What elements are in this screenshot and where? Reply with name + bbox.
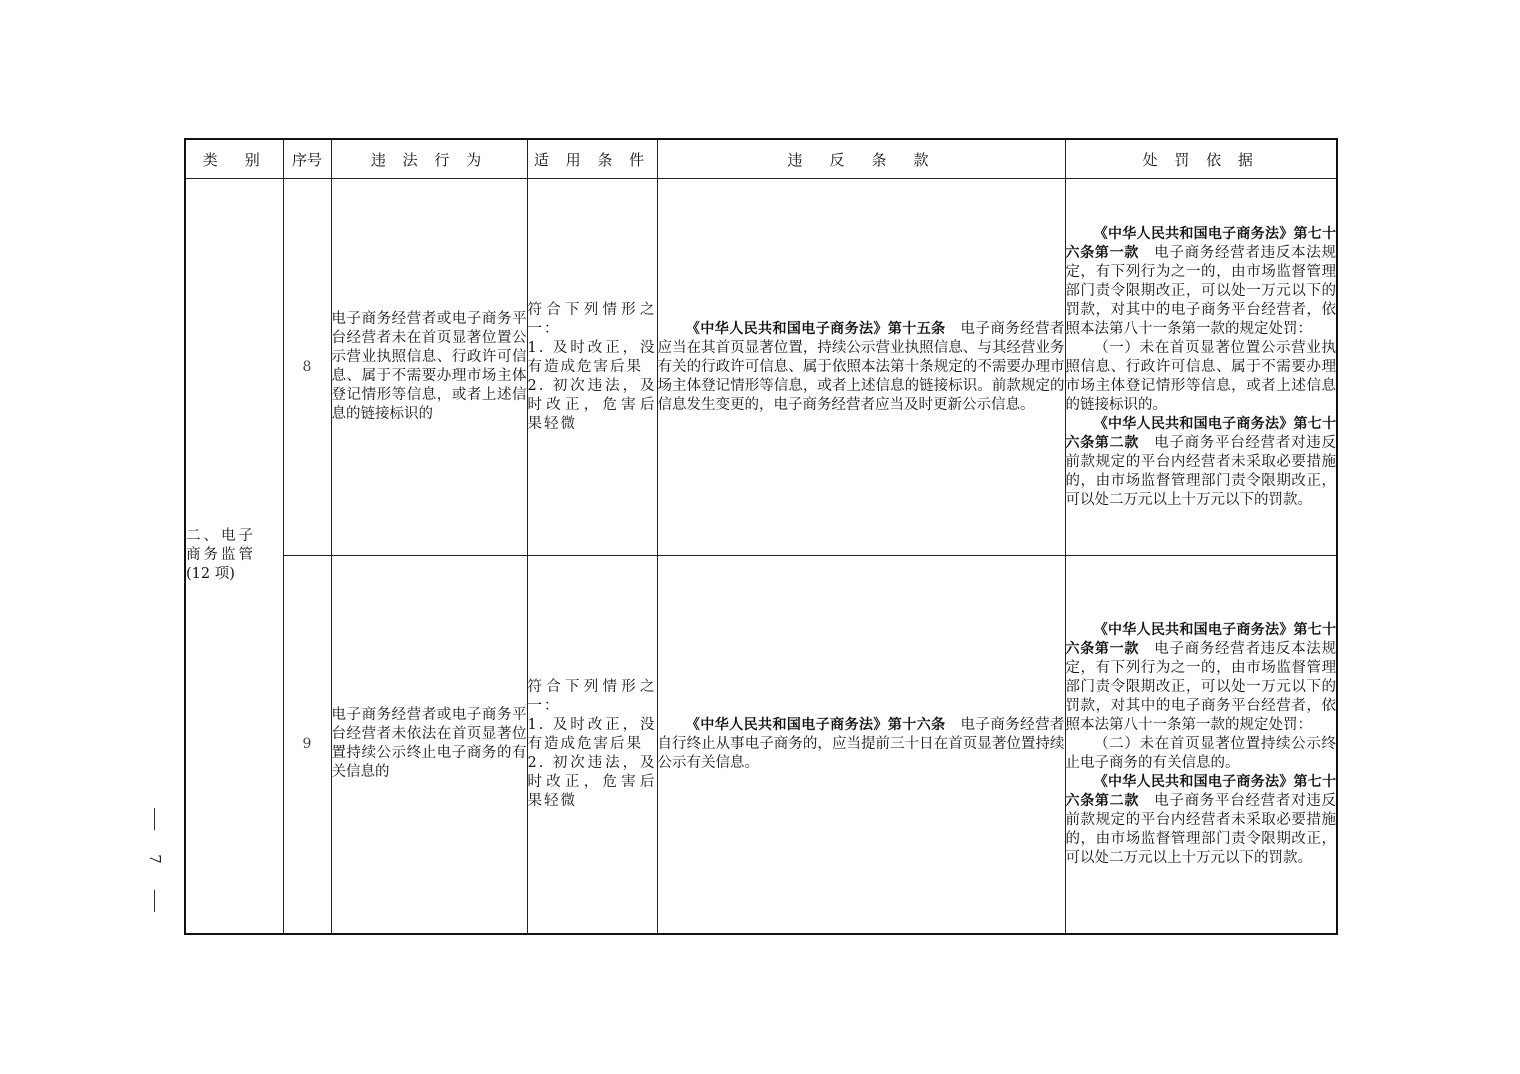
header-act: 违 法 行 为 (331, 139, 527, 179)
violation-act: 电子商务经营者或电子商务平台经营者未依法在首页显著位置持续公示终止电子商务的有关信息的 (331, 556, 527, 934)
applicable-condition (527, 556, 657, 934)
page-number (146, 808, 164, 912)
penalty-table (184, 138, 1338, 935)
header-clause: 违 反 条 款 (657, 139, 1065, 179)
basis-text: 电子商务平台经营者对违反前款规定的平台内经营者未采取必要措施的，由市场监督管理部门责令限期改正，可以处二万元以上十万元以下的罚款。 (1065, 434, 1337, 508)
clause-text: 电子商务经营者自行终止从事电子商务的，应当提前三十日在首页显著位置持续公示有关信息。 (657, 716, 1065, 771)
basis-text: 电子商务平台经营者对违反前款规定的平台内经营者未采取必要措施的，由市场监督管理部门责令限期改正，可以处二万元以上十万元以下的罚款。 (1065, 792, 1337, 866)
category-line: 商务监管 (186, 547, 256, 564)
page-number-digit: 7 (146, 854, 164, 864)
penalty-basis (1065, 556, 1337, 934)
basis-item: （二）未在首页显著位置持续公示终止电子商务的有关信息的。 (1065, 735, 1336, 771)
category-line: 二、电子 (186, 528, 256, 545)
basis-law: 《中华人民共和国电子商务法》第七十六条第二款 (1065, 415, 1336, 451)
clause-text: 电子商务经营者应当在其首页显著位置，持续公示营业执照信息、与其经营业务有关的行政许可信息、属于依照本法第十条规定的不需要办理市场主体登记情形等信息，或者上述信息的链接标识。前款规定的信息发生变更的，电子商务经营者应当及时更新公示信息。 (657, 320, 1065, 413)
header-index: 序号 (283, 139, 331, 179)
clause-law: 《中华人民共和国电子商务法》第十六条 (685, 716, 946, 733)
basis-text: 电子商务经营者违反本法规定，有下列行为之一的，由市场监督管理部门责令限期改正，可以处一万元以下的罚款，对其中的电子商务平台经营者，依照本法第八十一条第一款的规定处罚： (1065, 640, 1337, 733)
table-row (185, 556, 1337, 934)
penalty-basis (1065, 179, 1337, 556)
basis-law: 《中华人民共和国电子商务法》第七十六条第一款 (1065, 225, 1336, 261)
condition-line: 符合下列情形之一： (527, 678, 657, 714)
category-cell (185, 179, 283, 934)
table-header-row (185, 139, 1337, 179)
table-row (185, 179, 1337, 556)
clause-law: 《中华人民共和国电子商务法》第十五条 (685, 320, 946, 337)
basis-law: 《中华人民共和国电子商务法》第七十六条第一款 (1065, 621, 1336, 657)
page-number-dash (154, 808, 155, 830)
page-number-dash (154, 890, 155, 912)
header-condition: 适 用 条 件 (527, 139, 657, 179)
row-index: 8 (283, 179, 331, 556)
condition-line: 1. 及时改正，没有造成危害后果 (527, 339, 657, 375)
basis-text: 电子商务经营者违反本法规定，有下列行为之一的，由市场监督管理部门责令限期改正，可以处一万元以下的罚款，对其中的电子商务平台经营者，依照本法第八十一条第一款的规定处罚： (1065, 244, 1337, 337)
violation-act: 电子商务经营者或电子商务平台经营者未在首页显著位置公示营业执照信息、行政许可信息、属于不需要办理市场主体登记情形等信息，或者上述信息的链接标识的 (331, 179, 527, 556)
category-line: (12 项) (186, 566, 235, 583)
condition-line: 1. 及时改正，没有造成危害后果 (527, 716, 657, 752)
row-index: 9 (283, 556, 331, 934)
condition-line: 2. 初次违法，及时改正，危害后果轻微 (527, 377, 657, 432)
header-basis: 处 罚 依 据 (1065, 139, 1337, 179)
violated-clause (657, 556, 1065, 934)
header-category: 类 别 (185, 139, 283, 179)
condition-line: 2. 初次违法，及时改正，危害后果轻微 (527, 754, 657, 809)
applicable-condition (527, 179, 657, 556)
condition-line: 符合下列情形之一： (527, 301, 657, 337)
basis-law: 《中华人民共和国电子商务法》第七十六条第二款 (1065, 773, 1336, 809)
basis-item: （一）未在首页显著位置公示营业执照信息、行政许可信息、属于不需要办理市场主体登记情形等信息，或者上述信息的链接标识的。 (1065, 339, 1336, 413)
violated-clause (657, 179, 1065, 556)
